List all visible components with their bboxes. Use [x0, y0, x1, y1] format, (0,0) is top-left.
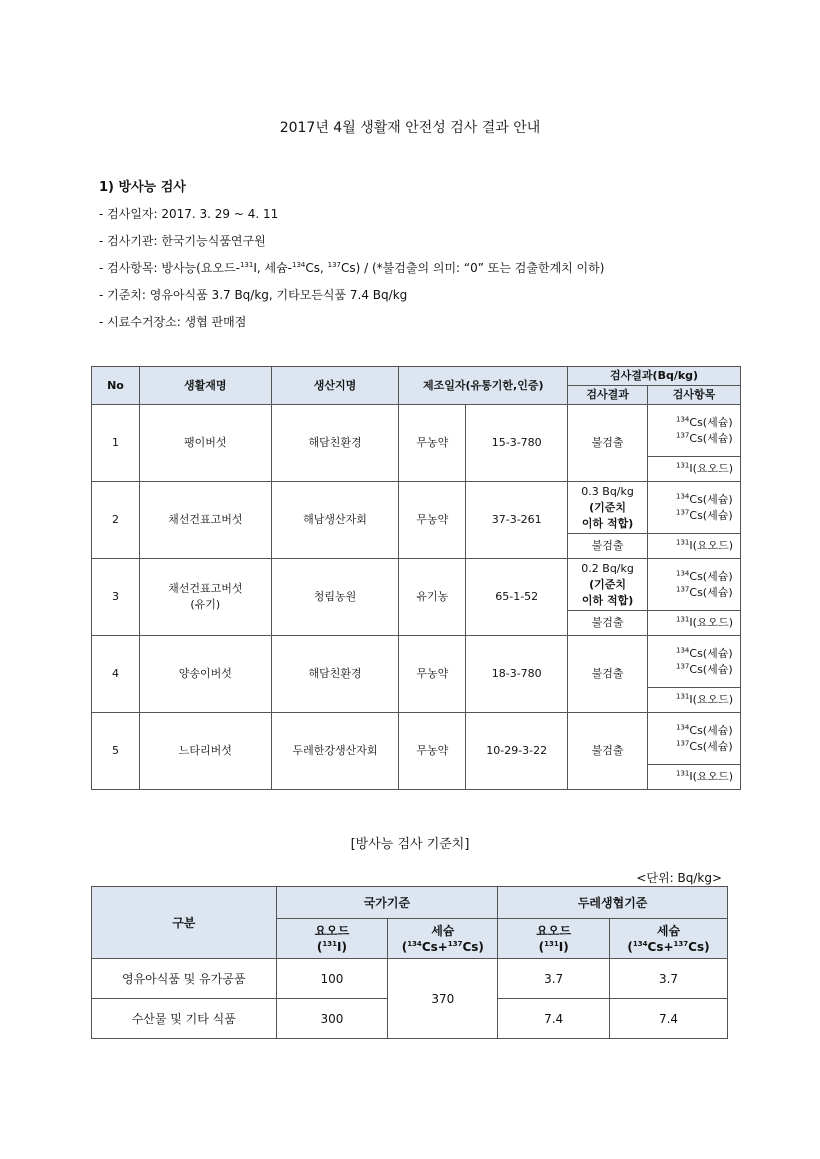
- cell-origin: 해담친환경: [271, 405, 399, 482]
- cell-result: 불검출: [568, 713, 648, 790]
- standards-table: [91, 886, 728, 1039]
- section-heading: 1) 방사능 검사: [99, 180, 186, 195]
- cell-code: 37-3-261: [466, 482, 568, 559]
- cell-name: 느타리버섯: [139, 713, 271, 790]
- std-row1-d-cs: 3.7: [610, 959, 728, 999]
- std-row1-d-i: 3.7: [498, 959, 610, 999]
- result-table: [91, 366, 741, 790]
- cell-cert: 무농약: [399, 482, 466, 559]
- cell-code: 10-29-3-22: [466, 713, 568, 790]
- cell-item-i: $^{131}$I(요오드): [648, 534, 741, 559]
- col-result: 검사결과(Bq/kg): [568, 367, 741, 386]
- std-row1-nat-i: 100: [276, 959, 388, 999]
- unit-label: <단위: Bq/kg>: [636, 871, 722, 885]
- page-title: 2017년 4월 생활재 안전성 검사 결과 안내: [279, 120, 541, 136]
- col-name: 생활재명: [139, 367, 271, 405]
- std-row1-label: 영유아식품 및 유가공품: [92, 959, 277, 999]
- cell-cert: 무농약: [399, 713, 466, 790]
- col-no: No: [92, 367, 140, 405]
- table-row: [92, 636, 741, 688]
- cell-origin: 두레한강생산자회: [271, 713, 399, 790]
- cell-cert: 무농약: [399, 636, 466, 713]
- cell-cert: 무농약: [399, 405, 466, 482]
- std-col-cat: 구분: [92, 887, 277, 959]
- std-col-nat: 국가기준: [276, 887, 498, 919]
- cell-no: 1: [92, 405, 140, 482]
- bullet-org: - 검사기관: 한국기능식품연구원: [99, 234, 266, 248]
- cell-no: 2: [92, 482, 140, 559]
- cell-no: 3: [92, 559, 140, 636]
- cell-item-i: $^{131}$I(요오드): [648, 688, 741, 713]
- cell-no: 5: [92, 713, 140, 790]
- table-row: [92, 482, 741, 534]
- std-nat-iodine: 요오드 ($^{131}$I): [276, 919, 388, 959]
- std-nat-cesium: 세슘 ($^{134}$Cs+$^{137}$Cs): [388, 919, 498, 959]
- cell-item-cs: $^{134}$Cs(세슘) $^{137}$Cs(세슘): [648, 559, 741, 611]
- cell-no: 4: [92, 636, 140, 713]
- cell-result: 0.3 Bq/kg (기준치 이하 적합): [568, 482, 648, 534]
- std-row2-d-cs: 7.4: [610, 999, 728, 1039]
- cell-name: 채선건표고버섯 (유기): [139, 559, 271, 636]
- cell-result: 불검출: [568, 405, 648, 482]
- std-dure-cesium: 세슘 ($^{134}$Cs+$^{137}$Cs): [610, 919, 728, 959]
- col-origin: 생산지명: [271, 367, 399, 405]
- bullet-place: - 시료수거장소: 생협 판매점: [99, 315, 247, 329]
- cell-item-cs: $^{134}$Cs(세슘) $^{137}$Cs(세슘): [648, 482, 741, 534]
- col-item: 검사항목: [648, 386, 741, 405]
- cell-item-cs: $^{134}$Cs(세슘) $^{137}$Cs(세슘): [648, 636, 741, 688]
- cell-result: 불검출: [568, 534, 648, 559]
- standards-caption: [방사능 검사 기준치]: [350, 837, 470, 852]
- cell-cert: 유기농: [399, 559, 466, 636]
- table-row: [92, 559, 741, 611]
- cell-origin: 해남생산자회: [271, 482, 399, 559]
- cell-item-cs: $^{134}$Cs(세슘) $^{137}$Cs(세슘): [648, 405, 741, 457]
- cell-origin: 해담친환경: [271, 636, 399, 713]
- cell-result: 불검출: [568, 636, 648, 713]
- cell-item-i: $^{131}$I(요오드): [648, 611, 741, 636]
- bullet-standard: - 기준치: 영유아식품 3.7 Bq/kg, 기타모든식품 7.4 Bq/kg: [99, 288, 408, 302]
- col-res: 검사결과: [568, 386, 648, 405]
- std-col-dure: 두레생협기준: [498, 887, 728, 919]
- cell-item-i: $^{131}$I(요오드): [648, 765, 741, 790]
- table-row: [92, 713, 741, 765]
- cell-item-cs: $^{134}$Cs(세슘) $^{137}$Cs(세슘): [648, 713, 741, 765]
- cell-result: 0.2 Bq/kg (기준치 이하 적합): [568, 559, 648, 611]
- cell-name: 양송이버섯: [139, 636, 271, 713]
- cell-code: 65-1-52: [466, 559, 568, 636]
- std-dure-iodine: 요오드 ($^{131}$I): [498, 919, 610, 959]
- table-row: [92, 405, 741, 457]
- col-mfg: 제조일자(유통기한,인증): [399, 367, 568, 405]
- std-nat-cs: 370: [388, 959, 498, 1039]
- cell-code: 18-3-780: [466, 636, 568, 713]
- cell-item-i: $^{131}$I(요오드): [648, 457, 741, 482]
- cell-origin: 청림농원: [271, 559, 399, 636]
- bullet-items: - 검사항목: 방사능(요오드-$^{131}$I, 세슘-$^{134}$Cs, $^{137}$Cs) / (*불검출의 의미: “0” 또는 검출한계치 이하): [99, 261, 605, 275]
- std-row2-d-i: 7.4: [498, 999, 610, 1039]
- cell-code: 15-3-780: [466, 405, 568, 482]
- bullet-date: - 검사일자: 2017. 3. 29 ~ 4. 11: [99, 207, 279, 221]
- cell-result: 불검출: [568, 611, 648, 636]
- cell-name: 채선건표고버섯: [139, 482, 271, 559]
- std-row2-nat-i: 300: [276, 999, 388, 1039]
- std-row2-label: 수산물 및 기타 식품: [92, 999, 277, 1039]
- cell-name: 팽이버섯: [139, 405, 271, 482]
